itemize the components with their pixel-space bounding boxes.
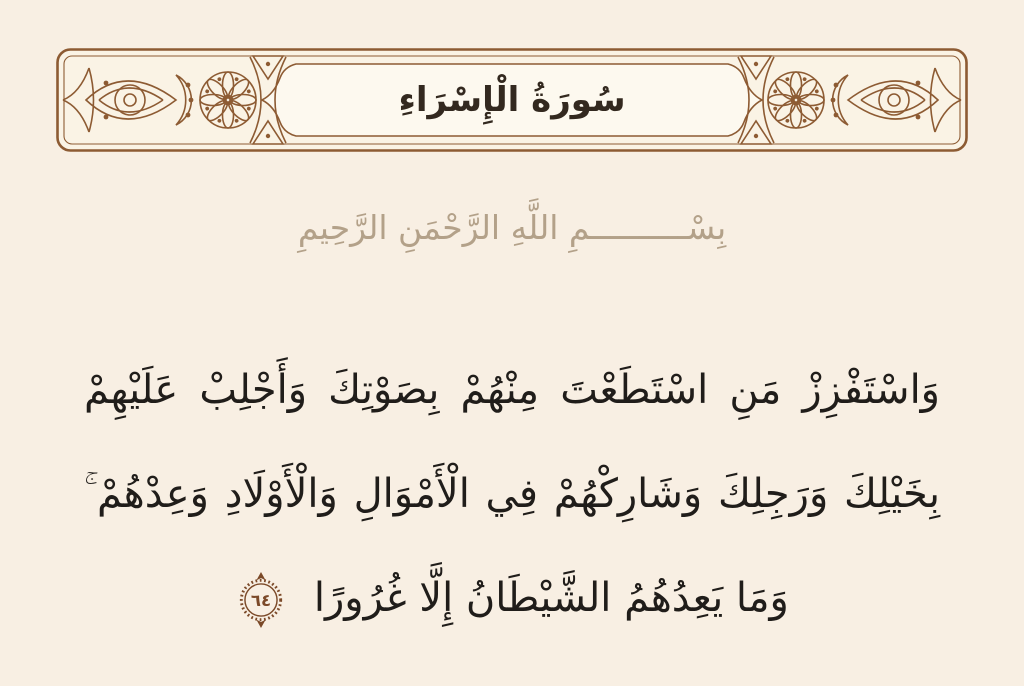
bismillah-text: بِسْــــــــــمِ اللَّهِ الرَّحْمَنِ الرَّحِيمِ: [297, 208, 727, 247]
verse-line-3-text: وَمَا يَعِدُهُمُ الشَّيْطَانُ إِلَّا غُرُورًا: [313, 575, 789, 621]
verse-number-medallion: [235, 571, 287, 629]
surah-header-band: [56, 48, 968, 152]
verse-body: [84, 338, 940, 650]
verse-line-3: [84, 546, 940, 650]
verse-number-text: ٦٤: [251, 591, 272, 611]
verse-line-1: وَاسْتَفْزِزْ مَنِ اسْتَطَعْتَ مِنْهُمْ بِصَوْتِكَ وَأَجْلِبْ عَلَيْهِمْ: [84, 367, 940, 413]
surah-title: سُورَةُ الْإِسْرَاءِ: [398, 80, 626, 120]
verse-line-2: بِخَيْلِكَ وَرَجِلِكَ وَشَارِكْهُمْ فِي الْأَمْوَالِ وَالْأَوْلَادِ وَعِدْهُمْ ۚ: [84, 471, 940, 517]
